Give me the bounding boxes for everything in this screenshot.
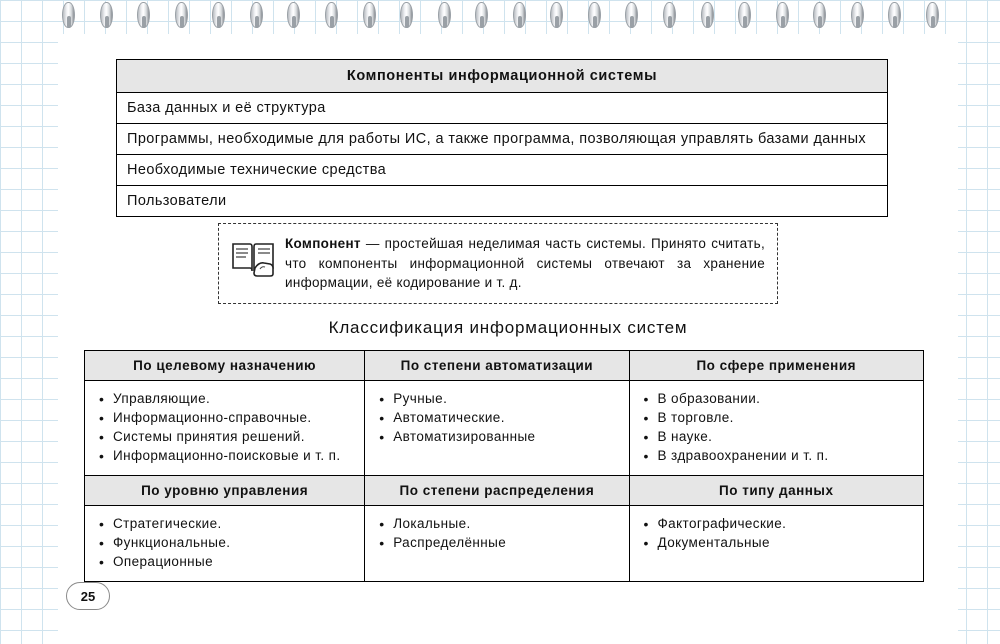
classification-header: По типу данных bbox=[629, 476, 924, 506]
spiral-ring bbox=[325, 2, 338, 28]
list-item: • Документальные bbox=[658, 533, 914, 552]
spiral-ring bbox=[888, 2, 901, 28]
classification-header: По целевому назначению bbox=[85, 351, 365, 381]
table-header-row bbox=[85, 351, 924, 381]
list-item: • Информационно-поисковые и т. п. bbox=[113, 446, 354, 465]
spiral-ring bbox=[513, 2, 526, 28]
spiral-ring bbox=[175, 2, 188, 28]
classification-header: По уровню управления bbox=[85, 476, 365, 506]
spiral-ring bbox=[62, 2, 75, 28]
classification-cell bbox=[629, 381, 924, 476]
classification-cell bbox=[85, 506, 365, 582]
table-row bbox=[117, 124, 888, 155]
classification-header: По степени распределения bbox=[365, 476, 629, 506]
definition-term: Компонент bbox=[285, 236, 361, 251]
spiral-ring bbox=[738, 2, 751, 28]
classification-list bbox=[640, 514, 914, 552]
list-item: • Управляющие. bbox=[113, 389, 354, 408]
spiral-ring bbox=[813, 2, 826, 28]
table-row bbox=[117, 93, 888, 124]
classification-list bbox=[640, 389, 914, 465]
list-item: • Функциональные. bbox=[113, 533, 354, 552]
classification-list bbox=[95, 389, 354, 465]
spiral-ring bbox=[926, 2, 939, 28]
spiral-ring bbox=[100, 2, 113, 28]
table-header-row bbox=[85, 476, 924, 506]
classification-cell bbox=[365, 506, 629, 582]
classification-header: По сфере применения bbox=[629, 351, 924, 381]
list-item: • Ручные. bbox=[393, 389, 618, 408]
list-item: • В науке. bbox=[658, 427, 914, 446]
spiral-ring bbox=[438, 2, 451, 28]
list-item: • Информационно-справочные. bbox=[113, 408, 354, 427]
spiral-ring bbox=[776, 2, 789, 28]
table-row bbox=[85, 506, 924, 582]
table-row bbox=[85, 381, 924, 476]
list-item: • В здравоохранении и т. п. bbox=[658, 446, 914, 465]
components-table bbox=[116, 59, 888, 217]
spiral-ring bbox=[625, 2, 638, 28]
components-table-cell: Пользователи bbox=[117, 186, 888, 217]
list-item: • Операционные bbox=[113, 552, 354, 571]
spiral-ring bbox=[363, 2, 376, 28]
spiral-ring bbox=[663, 2, 676, 28]
page-number: 25 bbox=[66, 582, 110, 610]
open-book-icon bbox=[229, 238, 277, 282]
list-item: • Фактографические. bbox=[658, 514, 914, 533]
list-item: • Локальные. bbox=[393, 514, 618, 533]
list-item: • Распределённые bbox=[393, 533, 618, 552]
classification-list bbox=[375, 514, 618, 552]
section-title: Классификация информационных систем bbox=[328, 318, 688, 337]
table-row bbox=[117, 186, 888, 217]
list-item: • В торговле. bbox=[658, 408, 914, 427]
components-table-cell: Программы, необходимые для работы ИС, а также программа, позволяющая управлять базами данных bbox=[117, 124, 888, 155]
spiral-ring bbox=[475, 2, 488, 28]
spiral-ring bbox=[851, 2, 864, 28]
spiral-ring bbox=[550, 2, 563, 28]
definition-callout bbox=[218, 223, 778, 304]
classification-list bbox=[375, 389, 618, 446]
list-item: • В образовании. bbox=[658, 389, 914, 408]
spiral-ring bbox=[137, 2, 150, 28]
classification-table bbox=[84, 350, 924, 582]
definition-text: — простейшая неделимая часть системы. Принято считать, что компоненты информационной системы отвечают за хранение информации, её кодирование и т. д. bbox=[285, 236, 765, 291]
list-item: • Стратегические. bbox=[113, 514, 354, 533]
list-item: • Автоматизированные bbox=[393, 427, 618, 446]
components-table-header: Компоненты информационной системы bbox=[117, 60, 888, 93]
spiral-binding bbox=[0, 0, 1000, 34]
spiral-ring bbox=[287, 2, 300, 28]
spiral-ring bbox=[400, 2, 413, 28]
list-item: • Автоматические. bbox=[393, 408, 618, 427]
table-row bbox=[117, 155, 888, 186]
classification-cell bbox=[365, 381, 629, 476]
page-content bbox=[58, 34, 958, 644]
components-table-cell: База данных и её структура bbox=[117, 93, 888, 124]
spiral-ring bbox=[588, 2, 601, 28]
classification-cell bbox=[85, 381, 365, 476]
spiral-ring bbox=[212, 2, 225, 28]
components-table-cell: Необходимые технические средства bbox=[117, 155, 888, 186]
table-row bbox=[117, 60, 888, 93]
spiral-ring bbox=[250, 2, 263, 28]
classification-cell bbox=[629, 506, 924, 582]
classification-list bbox=[95, 514, 354, 571]
classification-header: По степени автоматизации bbox=[365, 351, 629, 381]
paper-sheet bbox=[58, 34, 958, 644]
spiral-ring bbox=[701, 2, 714, 28]
list-item: • Системы принятия решений. bbox=[113, 427, 354, 446]
